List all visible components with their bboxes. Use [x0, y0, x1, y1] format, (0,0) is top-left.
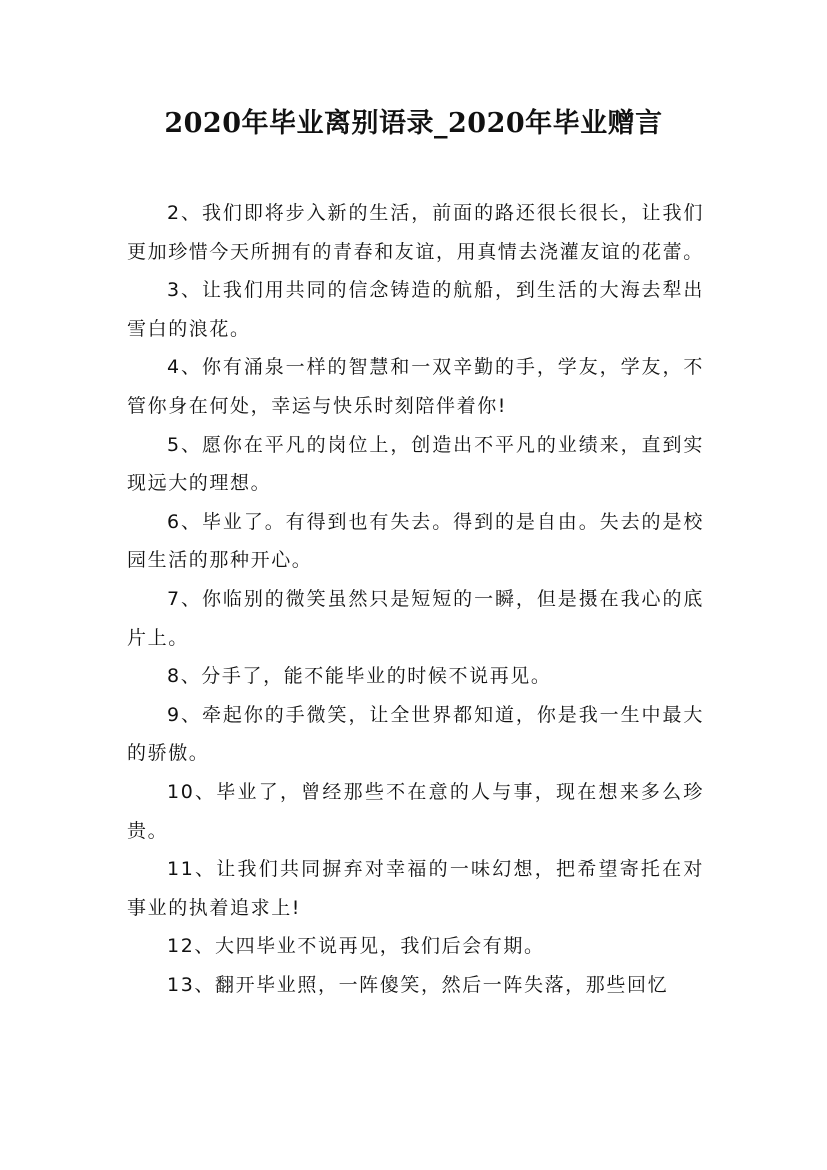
paragraph: 7、你临别的微笑虽然只是短短的一瞬，但是摄在我心的底片上。 [127, 587, 704, 649]
paragraph: 12、大四毕业不说再见，我们后会有期。 [167, 935, 545, 958]
paragraph: 4、你有涌泉一样的智慧和一双辛勤的手，学友，学友，不管你身在何处，幸运与快乐时刻陪伴着你! [127, 356, 704, 417]
paragraph: 10、毕业了，曾经那些不在意的人与事，现在想来多么珍贵。 [127, 780, 704, 842]
paragraph: 11、让我们共同摒弃对幸福的一味幻想，把希望寄托在对事业的执着追求上! [127, 858, 704, 919]
document-body [127, 194, 704, 1004]
document-title: 2020年毕业离别语录_2020年毕业赠言 [164, 108, 663, 139]
paragraph: 5、愿你在平凡的岗位上，创造出不平凡的业绩来，直到实现远大的理想。 [127, 433, 704, 495]
paragraph: 9、牵起你的手微笑，让全世界都知道，你是我一生中最大的骄傲。 [127, 703, 704, 765]
paragraph: 3、让我们用共同的信念铸造的航船，到生活的大海去犁出雪白的浪花。 [127, 279, 704, 340]
paragraph: 6、毕业了。有得到也有失去。得到的是自由。失去的是校园生活的那种开心。 [127, 510, 704, 572]
paragraph: 13、翻开毕业照，一阵傻笑，然后一阵失落，那些回忆 [167, 973, 669, 996]
paragraph: 8、分手了，能不能毕业的时候不说再见。 [167, 665, 552, 688]
paragraph: 2、我们即将步入新的生活，前面的路还很长很长，让我们更加珍惜今天所拥有的青春和友谊，用真情去浇灌友谊的花蕾。 [127, 202, 704, 263]
